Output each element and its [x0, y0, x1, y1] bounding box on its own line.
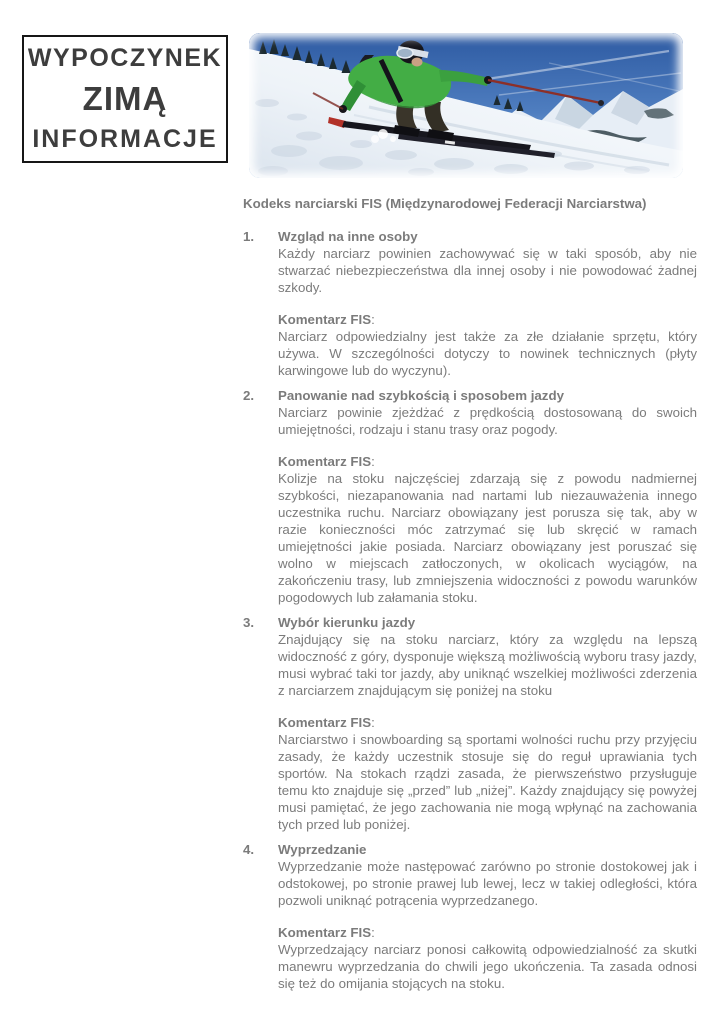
section-title: Panowanie nad szybkością i sposobem jazdy — [278, 388, 564, 403]
comment-colon: : — [371, 715, 375, 730]
title-line-1: WYPOCZYNEK — [27, 44, 223, 72]
section-heading — [243, 841, 697, 858]
section-heading — [243, 387, 697, 404]
section-title: Wyprzedzanie — [278, 842, 367, 857]
section-body: Znajdujący się na stoku narciarz, który za względu na lepszą widoczność z góry, dysponuje większą możliwością wyboru trasy jazdy, musi wybrać taki tor jazdy, aby uniknąć wszelkiej możliwości zderzenia z narciarzem znajdującym się poniżej na stoku — [278, 632, 697, 698]
title-line-2: ZIMĄ — [82, 80, 168, 117]
section-4 — [243, 841, 697, 992]
skier-photo — [249, 33, 683, 178]
comment-label: Komentarz FIS — [278, 715, 372, 730]
title-line-3: INFORMACJE — [32, 125, 218, 153]
comment-label: Komentarz FIS — [278, 925, 372, 940]
comment-heading — [278, 924, 697, 941]
section-number: 2. — [243, 388, 255, 403]
section-number: 4. — [243, 842, 255, 857]
document-content — [243, 195, 697, 1000]
comment-label: Komentarz FIS — [278, 312, 372, 327]
comment-label: Komentarz FIS — [278, 454, 372, 469]
comment-body: Narciarz odpowiedzialny jest także za złe działanie sprzętu, który używa. W szczególności dotyczy to nowinek technicznych (płyty karwingowe lub do wyczynu). — [278, 329, 697, 378]
section-title: Wzgląd na inne osoby — [278, 229, 418, 244]
comment-body: Kolizje na stoku najczęściej zdarzają się z powodu nadmiernej szybkości, niezapanowania nad nartami lub niezauważenia innego uczestnika ruchu. Narciarz obowiązany jest porusza się tak, aby w razie konieczności móc zatrzymać się lub skręcić w ramach umiejętności jakie posiada. Narciarz obowiązany jest poruszać się wolno w miejscach zatłoczonych, w okolicach wyciągów, na zakończeniu trasy, lub zmniejszenia widoczności z powodu warunków pogodowych lub załamania stoku. — [278, 471, 697, 605]
comment-heading — [278, 714, 697, 731]
comment-colon: : — [371, 925, 375, 940]
section-1 — [243, 228, 697, 379]
section-heading — [243, 614, 697, 631]
comment-body: Wyprzedzający narciarz ponosi całkowitą odpowiedzialność za skutki manewru wyprzedzania do chwili jego ukończenia. Ta zasada odnosi się też do omijania stojących na stoku. — [278, 942, 697, 991]
section-body: Narciarz powinie zjeżdżać z prędkością dostosowaną do swoich umiejętności, rodzaju i stanu trasy oraz pogody. — [278, 405, 697, 437]
comment-body: Narciarstwo i snowboarding są sportami wolności ruchu przy przyjęciu zasady, że każdy uczestnik stosuje się do reguł uprawiania tych sportów. Na stokach rządzi zasada, że pierwszeństwo przysługuje temu kto znajduje się „przed” lub „niżej”. Każdy znajdujący się powyżej musi pamiętać, że jego zachowania nie mogą wpłynąć na zachowania tych przed lub poniżej. — [278, 732, 697, 832]
section-body: Wyprzedzanie może następować zarówno po stronie dostokowej jak i odstokowej, po stronie prawej lub lewej, lecz w takiej odległości, która pozwoli uniknąć potrącenia wyprzedzanego. — [278, 859, 697, 908]
section-body: Każdy narciarz powinien zachowywać się w taki sposób, aby nie stwarzać niebezpieczeństwa dla innej osoby i nie powodować żadnej szkody. — [278, 246, 697, 295]
document-heading: Kodeks narciarski FIS (Międzynarodowej Federacji Narciarstwa) — [243, 196, 647, 211]
section-number: 1. — [243, 229, 255, 244]
comment-heading — [278, 311, 697, 328]
skier-photo-illustration — [249, 33, 683, 178]
section-title: Wybór kierunku jazdy — [278, 615, 416, 630]
section-3 — [243, 614, 697, 833]
section-heading — [243, 228, 697, 245]
section-2 — [243, 387, 697, 606]
comment-colon: : — [371, 454, 375, 469]
comment-colon: : — [371, 312, 375, 327]
title-box — [22, 35, 228, 163]
section-number: 3. — [243, 615, 255, 630]
comment-heading — [278, 453, 697, 470]
